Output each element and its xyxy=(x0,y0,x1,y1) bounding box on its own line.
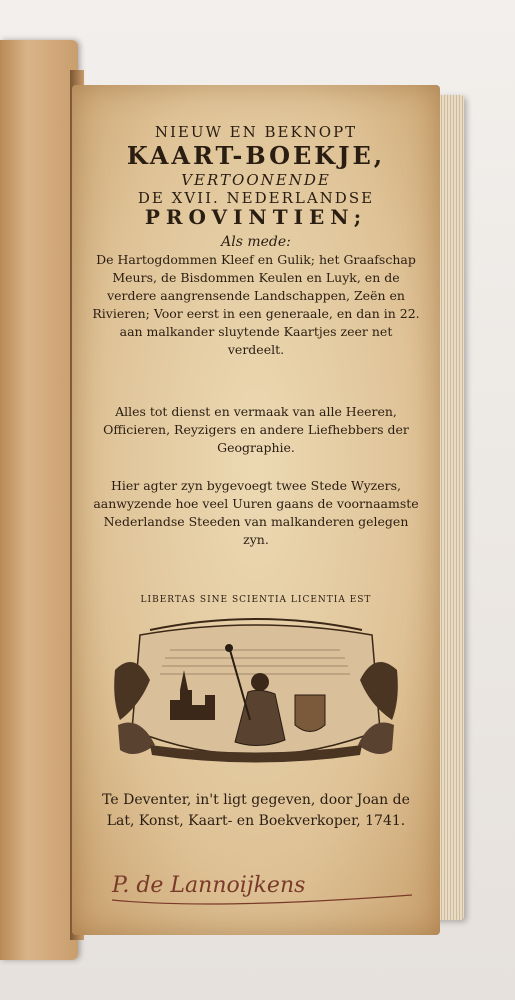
imprint: Te Deventer, in't ligt gegeven, door Joan de Lat, Konst, Kaart- en Boekverkoper, 1741. xyxy=(102,792,410,829)
title-page xyxy=(72,85,440,935)
engraving-illustration xyxy=(110,610,402,780)
book-cover-left xyxy=(0,40,78,960)
title-line-4: DE XVII. NEDERLANDSE xyxy=(137,189,375,207)
engraving-motto: LIBERTAS SINE SCIENTIA LICENTIA EST xyxy=(140,595,372,605)
description-paragraph: De Hartogdommen Kleef en Gulik; het Graafschap Meurs, de Bisdommen Keulen en Luyk, en de verdere aangrensende Landschappen, Zeën en Rivieren; Voor eerst in een generaale, en dan in 22. aan malkander sluytende Kaartjes zeer net verdeelt. xyxy=(92,252,420,357)
title-line-5: PROVINTIEN; xyxy=(144,205,368,229)
dedication-paragraph: Alles tot dienst en vermaak van alle Heeren, Officieren, Reyzigers en andere Liefhebbers der Geographie. xyxy=(103,404,409,455)
appendix-paragraph: Hier agter zyn bygevoegt twee Stede Wyzers, aanwyzende hoe veel Uuren gaans de voornaamste Nederlandse Steeden van malkanderen gelegen zyn. xyxy=(93,478,419,547)
handwritten-signature xyxy=(92,860,422,915)
title-line-3: VERTOONENDE xyxy=(181,171,331,189)
subtitle: Als mede: xyxy=(221,234,291,250)
signature-text: P. de Lannoijkens xyxy=(112,873,306,898)
title-line-1: NIEUW EN BEKNOPT xyxy=(154,123,358,141)
title-line-2: KAART-BOEKJE, xyxy=(126,141,386,170)
